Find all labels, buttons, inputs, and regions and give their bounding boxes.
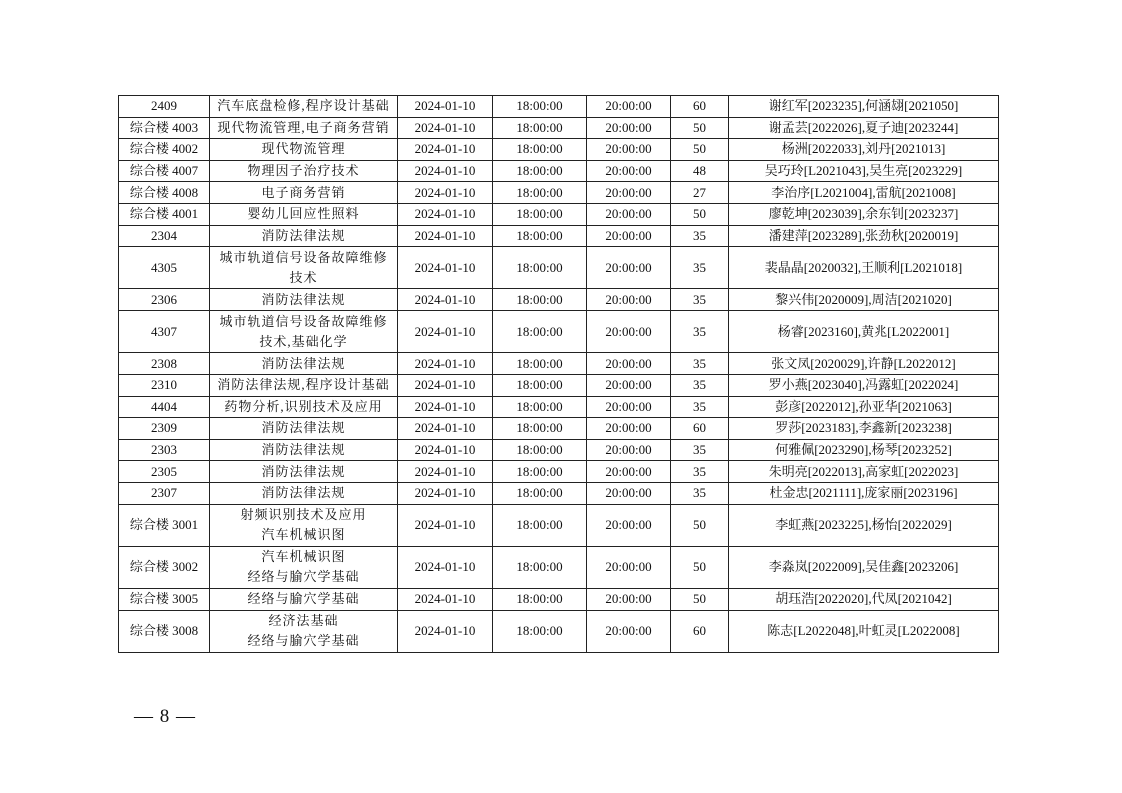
exam-schedule-table xyxy=(118,95,999,653)
course-name: 汽车机械识图 xyxy=(261,549,346,565)
table-row xyxy=(119,589,999,611)
course-name: 消防法律法规 xyxy=(261,442,346,458)
start-time-cell: 18:00:00 xyxy=(493,353,587,375)
table-row xyxy=(119,311,999,353)
invigilators-cell: 谢红军[2023235],何涵翃[2021050] xyxy=(729,96,999,118)
end-time-cell: 20:00:00 xyxy=(587,589,671,611)
room-cell: 综合楼 4003 xyxy=(119,117,210,139)
course-cell xyxy=(210,225,398,247)
course-name: 射频识别技术及应用 xyxy=(240,507,367,523)
date-cell: 2024-01-10 xyxy=(398,396,493,418)
invigilators-cell: 吴巧玲[L2021043],吴生亮[2023229] xyxy=(729,160,999,182)
start-time-cell: 18:00:00 xyxy=(493,439,587,461)
start-time-cell: 18:00:00 xyxy=(493,203,587,225)
room-cell: 2304 xyxy=(119,225,210,247)
course-name: 技术 xyxy=(289,269,318,285)
student-count-cell: 35 xyxy=(671,353,729,375)
date-cell: 2024-01-10 xyxy=(398,504,493,546)
course-cell xyxy=(210,546,398,588)
course-cell xyxy=(210,182,398,204)
course-name: 现代物流管理 xyxy=(261,141,346,157)
room-cell: 综合楼 3008 xyxy=(119,610,210,652)
course-name: 药物分析,识别技术及应用 xyxy=(224,398,383,414)
table-body xyxy=(119,96,999,653)
course-name: 消防法律法规 xyxy=(261,291,346,307)
room-cell: 综合楼 4001 xyxy=(119,203,210,225)
course-cell xyxy=(210,160,398,182)
date-cell: 2024-01-10 xyxy=(398,203,493,225)
student-count-cell: 60 xyxy=(671,96,729,118)
course-cell xyxy=(210,139,398,161)
student-count-cell: 50 xyxy=(671,546,729,588)
student-count-cell: 35 xyxy=(671,461,729,483)
table-row xyxy=(119,160,999,182)
course-name: 消防法律法规 xyxy=(261,485,346,501)
room-cell: 2303 xyxy=(119,439,210,461)
course-cell xyxy=(210,353,398,375)
room-cell: 4404 xyxy=(119,396,210,418)
student-count-cell: 50 xyxy=(671,504,729,546)
date-cell: 2024-01-10 xyxy=(398,247,493,289)
start-time-cell: 18:00:00 xyxy=(493,610,587,652)
invigilators-cell: 李虹燕[2023225],杨怡[2022029] xyxy=(729,504,999,546)
student-count-cell: 35 xyxy=(671,225,729,247)
student-count-cell: 60 xyxy=(671,610,729,652)
start-time-cell: 18:00:00 xyxy=(493,374,587,396)
course-cell xyxy=(210,289,398,311)
end-time-cell: 20:00:00 xyxy=(587,182,671,204)
student-count-cell: 35 xyxy=(671,289,729,311)
course-cell xyxy=(210,117,398,139)
student-count-cell: 35 xyxy=(671,247,729,289)
start-time-cell: 18:00:00 xyxy=(493,96,587,118)
invigilators-cell: 罗莎[2023183],李鑫新[2023238] xyxy=(729,418,999,440)
invigilators-cell: 李治序[L2021004],雷航[2021008] xyxy=(729,182,999,204)
room-cell: 4305 xyxy=(119,247,210,289)
start-time-cell: 18:00:00 xyxy=(493,289,587,311)
end-time-cell: 20:00:00 xyxy=(587,396,671,418)
course-name: 城市轨道信号设备故障维修 xyxy=(219,249,388,265)
table-row xyxy=(119,374,999,396)
invigilators-cell: 杨睿[2023160],黄兆[L2022001] xyxy=(729,311,999,353)
table-row xyxy=(119,182,999,204)
invigilators-cell: 何雅佩[2023290],杨琴[2023252] xyxy=(729,439,999,461)
date-cell: 2024-01-10 xyxy=(398,589,493,611)
start-time-cell: 18:00:00 xyxy=(493,482,587,504)
student-count-cell: 50 xyxy=(671,139,729,161)
date-cell: 2024-01-10 xyxy=(398,461,493,483)
date-cell: 2024-01-10 xyxy=(398,311,493,353)
table-row xyxy=(119,117,999,139)
table-row xyxy=(119,546,999,588)
course-name: 经络与腧穴学基础 xyxy=(247,633,360,649)
invigilators-cell: 朱明亮[2022013],高家虹[2022023] xyxy=(729,461,999,483)
end-time-cell: 20:00:00 xyxy=(587,482,671,504)
table-row xyxy=(119,482,999,504)
course-name: 消防法律法规 xyxy=(261,463,346,479)
course-name: 汽车底盘检修,程序设计基础 xyxy=(217,98,390,114)
invigilators-cell: 李淼岚[2022009],吴佳鑫[2023206] xyxy=(729,546,999,588)
course-name: 经济法基础 xyxy=(268,613,339,629)
table-row xyxy=(119,96,999,118)
student-count-cell: 48 xyxy=(671,160,729,182)
course-cell xyxy=(210,418,398,440)
course-name: 现代物流管理,电子商务营销 xyxy=(217,119,390,135)
start-time-cell: 18:00:00 xyxy=(493,546,587,588)
course-cell xyxy=(210,203,398,225)
invigilators-cell: 胡珏浩[2022020],代凤[2021042] xyxy=(729,589,999,611)
date-cell: 2024-01-10 xyxy=(398,160,493,182)
start-time-cell: 18:00:00 xyxy=(493,396,587,418)
date-cell: 2024-01-10 xyxy=(398,482,493,504)
invigilators-cell: 杨洲[2022033],刘丹[2021013] xyxy=(729,139,999,161)
room-cell: 综合楼 3005 xyxy=(119,589,210,611)
invigilators-cell: 廖乾坤[2023039],余东钊[2023237] xyxy=(729,203,999,225)
course-name: 城市轨道信号设备故障维修 xyxy=(219,313,388,329)
end-time-cell: 20:00:00 xyxy=(587,374,671,396)
invigilators-cell: 张文凤[2020029],许静[L2022012] xyxy=(729,353,999,375)
course-cell xyxy=(210,311,398,353)
course-cell xyxy=(210,396,398,418)
student-count-cell: 27 xyxy=(671,182,729,204)
invigilators-cell: 黎兴伟[2020009],周洁[2021020] xyxy=(729,289,999,311)
end-time-cell: 20:00:00 xyxy=(587,353,671,375)
end-time-cell: 20:00:00 xyxy=(587,546,671,588)
table-row xyxy=(119,139,999,161)
student-count-cell: 60 xyxy=(671,418,729,440)
room-cell: 综合楼 3002 xyxy=(119,546,210,588)
date-cell: 2024-01-10 xyxy=(398,139,493,161)
course-name: 经络与腧穴学基础 xyxy=(247,569,360,585)
room-cell: 综合楼 4007 xyxy=(119,160,210,182)
room-cell: 综合楼 3001 xyxy=(119,504,210,546)
course-name: 汽车机械识图 xyxy=(261,527,346,543)
table-row xyxy=(119,289,999,311)
invigilators-cell: 罗小燕[2023040],冯露虹[2022024] xyxy=(729,374,999,396)
end-time-cell: 20:00:00 xyxy=(587,160,671,182)
student-count-cell: 35 xyxy=(671,396,729,418)
date-cell: 2024-01-10 xyxy=(398,96,493,118)
course-cell xyxy=(210,461,398,483)
course-name: 物理因子治疗技术 xyxy=(247,163,360,179)
start-time-cell: 18:00:00 xyxy=(493,311,587,353)
start-time-cell: 18:00:00 xyxy=(493,160,587,182)
course-name: 消防法律法规 xyxy=(261,420,346,436)
course-cell xyxy=(210,374,398,396)
room-cell: 2310 xyxy=(119,374,210,396)
table-row xyxy=(119,225,999,247)
end-time-cell: 20:00:00 xyxy=(587,289,671,311)
page-number: — 8 — xyxy=(134,706,196,727)
table-row xyxy=(119,461,999,483)
end-time-cell: 20:00:00 xyxy=(587,96,671,118)
invigilators-cell: 杜金忠[2021111],庞家丽[2023196] xyxy=(729,482,999,504)
room-cell: 2309 xyxy=(119,418,210,440)
course-cell xyxy=(210,439,398,461)
table-row xyxy=(119,247,999,289)
start-time-cell: 18:00:00 xyxy=(493,589,587,611)
date-cell: 2024-01-10 xyxy=(398,182,493,204)
date-cell: 2024-01-10 xyxy=(398,353,493,375)
invigilators-cell: 彭彦[2022012],孙亚华[2021063] xyxy=(729,396,999,418)
table-row xyxy=(119,203,999,225)
student-count-cell: 35 xyxy=(671,311,729,353)
start-time-cell: 18:00:00 xyxy=(493,117,587,139)
room-cell: 2305 xyxy=(119,461,210,483)
start-time-cell: 18:00:00 xyxy=(493,504,587,546)
end-time-cell: 20:00:00 xyxy=(587,139,671,161)
date-cell: 2024-01-10 xyxy=(398,610,493,652)
student-count-cell: 35 xyxy=(671,374,729,396)
start-time-cell: 18:00:00 xyxy=(493,247,587,289)
course-cell xyxy=(210,610,398,652)
date-cell: 2024-01-10 xyxy=(398,439,493,461)
invigilators-cell: 陈志[L2022048],叶虹灵[L2022008] xyxy=(729,610,999,652)
start-time-cell: 18:00:00 xyxy=(493,461,587,483)
student-count-cell: 50 xyxy=(671,117,729,139)
date-cell: 2024-01-10 xyxy=(398,289,493,311)
course-name: 消防法律法规,程序设计基础 xyxy=(217,377,390,393)
room-cell: 4307 xyxy=(119,311,210,353)
end-time-cell: 20:00:00 xyxy=(587,461,671,483)
student-count-cell: 50 xyxy=(671,589,729,611)
table-row xyxy=(119,610,999,652)
table-row xyxy=(119,396,999,418)
date-cell: 2024-01-10 xyxy=(398,374,493,396)
invigilators-cell: 潘建萍[2023289],张劲秋[2020019] xyxy=(729,225,999,247)
end-time-cell: 20:00:00 xyxy=(587,504,671,546)
student-count-cell: 50 xyxy=(671,203,729,225)
end-time-cell: 20:00:00 xyxy=(587,418,671,440)
table-row xyxy=(119,418,999,440)
room-cell: 2307 xyxy=(119,482,210,504)
end-time-cell: 20:00:00 xyxy=(587,610,671,652)
course-cell xyxy=(210,504,398,546)
start-time-cell: 18:00:00 xyxy=(493,139,587,161)
course-name: 消防法律法规 xyxy=(261,227,346,243)
date-cell: 2024-01-10 xyxy=(398,418,493,440)
course-name: 经络与腧穴学基础 xyxy=(247,591,360,607)
table-row xyxy=(119,353,999,375)
course-name: 技术,基础化学 xyxy=(259,333,348,349)
end-time-cell: 20:00:00 xyxy=(587,203,671,225)
date-cell: 2024-01-10 xyxy=(398,225,493,247)
course-cell xyxy=(210,482,398,504)
course-cell xyxy=(210,96,398,118)
invigilators-cell: 裴晶晶[2020032],王顺利[L2021018] xyxy=(729,247,999,289)
start-time-cell: 18:00:00 xyxy=(493,225,587,247)
table-row xyxy=(119,504,999,546)
start-time-cell: 18:00:00 xyxy=(493,418,587,440)
end-time-cell: 20:00:00 xyxy=(587,247,671,289)
room-cell: 综合楼 4008 xyxy=(119,182,210,204)
course-cell xyxy=(210,589,398,611)
course-cell xyxy=(210,247,398,289)
end-time-cell: 20:00:00 xyxy=(587,117,671,139)
table-row xyxy=(119,439,999,461)
date-cell: 2024-01-10 xyxy=(398,117,493,139)
room-cell: 2308 xyxy=(119,353,210,375)
start-time-cell: 18:00:00 xyxy=(493,182,587,204)
course-name: 电子商务营销 xyxy=(261,184,346,200)
end-time-cell: 20:00:00 xyxy=(587,225,671,247)
room-cell: 2306 xyxy=(119,289,210,311)
end-time-cell: 20:00:00 xyxy=(587,439,671,461)
course-name: 消防法律法规 xyxy=(261,355,346,371)
student-count-cell: 35 xyxy=(671,482,729,504)
room-cell: 2409 xyxy=(119,96,210,118)
course-name: 婴幼儿回应性照料 xyxy=(247,206,360,222)
date-cell: 2024-01-10 xyxy=(398,546,493,588)
end-time-cell: 20:00:00 xyxy=(587,311,671,353)
invigilators-cell: 谢孟芸[2022026],夏子迪[2023244] xyxy=(729,117,999,139)
room-cell: 综合楼 4002 xyxy=(119,139,210,161)
student-count-cell: 35 xyxy=(671,439,729,461)
